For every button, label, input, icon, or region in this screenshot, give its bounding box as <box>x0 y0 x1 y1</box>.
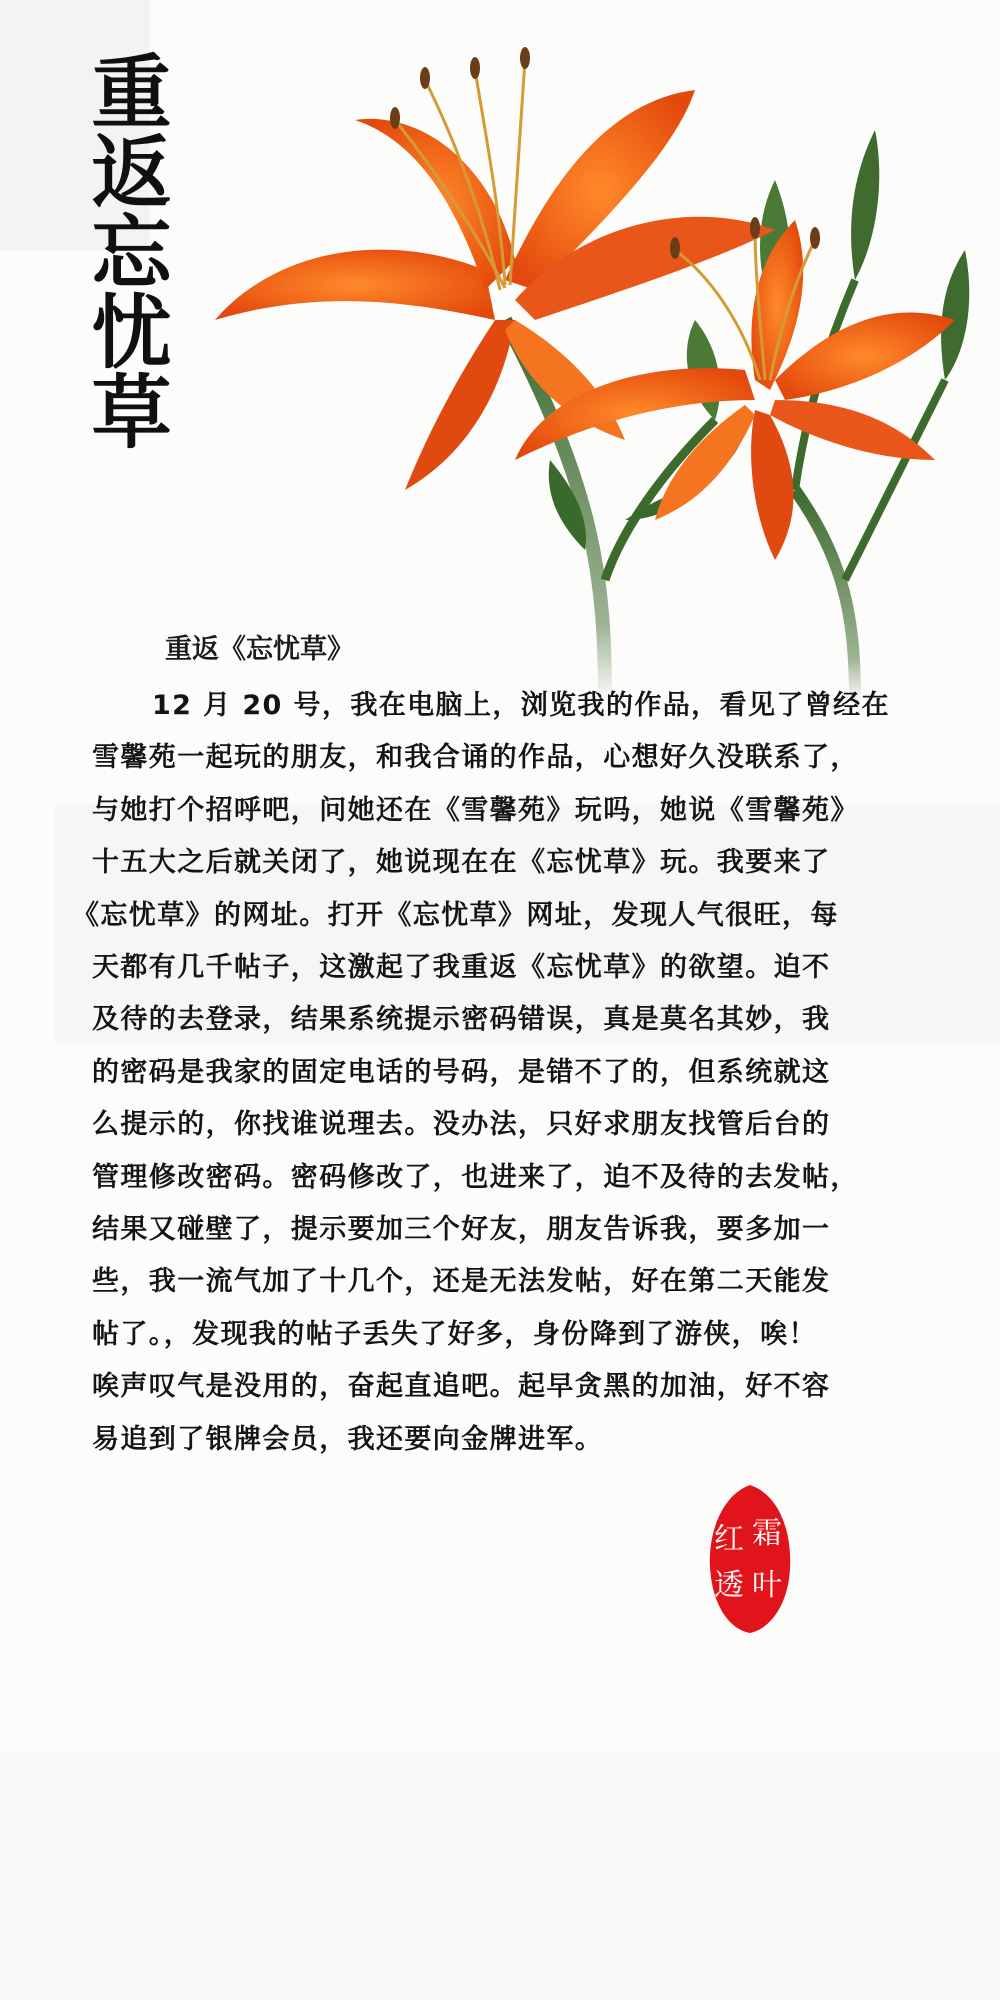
article-line: 些，我一流气加了十几个，还是无法发帖，好在第二天能发 <box>92 1266 831 1298</box>
article-line: 与她打个招呼吧，问她还在《雪馨苑》玩吗，她说《雪馨苑》 <box>92 794 859 826</box>
page-title: 重返忘忧草 <box>78 50 171 450</box>
article-line: 帖了。，发现我的帖子丢失了好多，身份降到了游侠，唉！ <box>92 1318 817 1350</box>
svg-text:霜: 霜 <box>752 1516 782 1551</box>
article-line: 易追到了银牌会员，我还要向金牌进军。 <box>92 1423 604 1455</box>
article-line: 么提示的，你找谁说理去。没办法，只好求朋友找管后台的 <box>92 1109 831 1141</box>
svg-text:叶: 叶 <box>752 1568 782 1603</box>
red-seal-stamp <box>708 1483 792 1635</box>
article-subtitle: 重返《忘忧草》 <box>165 634 354 665</box>
article-line: 唉声叹气是没用的，奋起直追吧。起早贪黑的加油，好不容 <box>92 1371 831 1403</box>
article-line: 及待的去登录，结果系统提示密码错误，真是莫名其妙，我 <box>92 1004 831 1036</box>
svg-text:透: 透 <box>714 1568 744 1603</box>
svg-text:红: 红 <box>714 1522 744 1557</box>
article-line: 天都有几千帖子，这激起了我重返《忘忧草》的欲望。迫不 <box>92 952 831 984</box>
article-line: 管理修改密码。密码修改了，也进来了，迫不及待的去发帖， <box>92 1161 859 1193</box>
article-body <box>72 680 902 1466</box>
article-line: 的密码是我家的固定电话的号码，是错不了的，但系统就这 <box>92 1056 831 1088</box>
article-line: 12 月 20 号，我在电脑上，浏览我的作品，看见了曾经在 <box>152 690 890 721</box>
article-line: 十五大之后就关闭了，她说现在在《忘忧草》玩。我要来了 <box>92 847 831 879</box>
article-line: 结果又碰壁了，提示要加三个好友，朋友告诉我，要多加一 <box>92 1214 831 1246</box>
article-line: 雪馨苑一起玩的朋友，和我合诵的作品，心想好久没联系了， <box>92 742 859 774</box>
article-line: 《忘忧草》的网址。打开《忘忧草》网址，发现人气很旺，每 <box>72 899 839 931</box>
daylily-flower-image <box>155 20 1000 700</box>
